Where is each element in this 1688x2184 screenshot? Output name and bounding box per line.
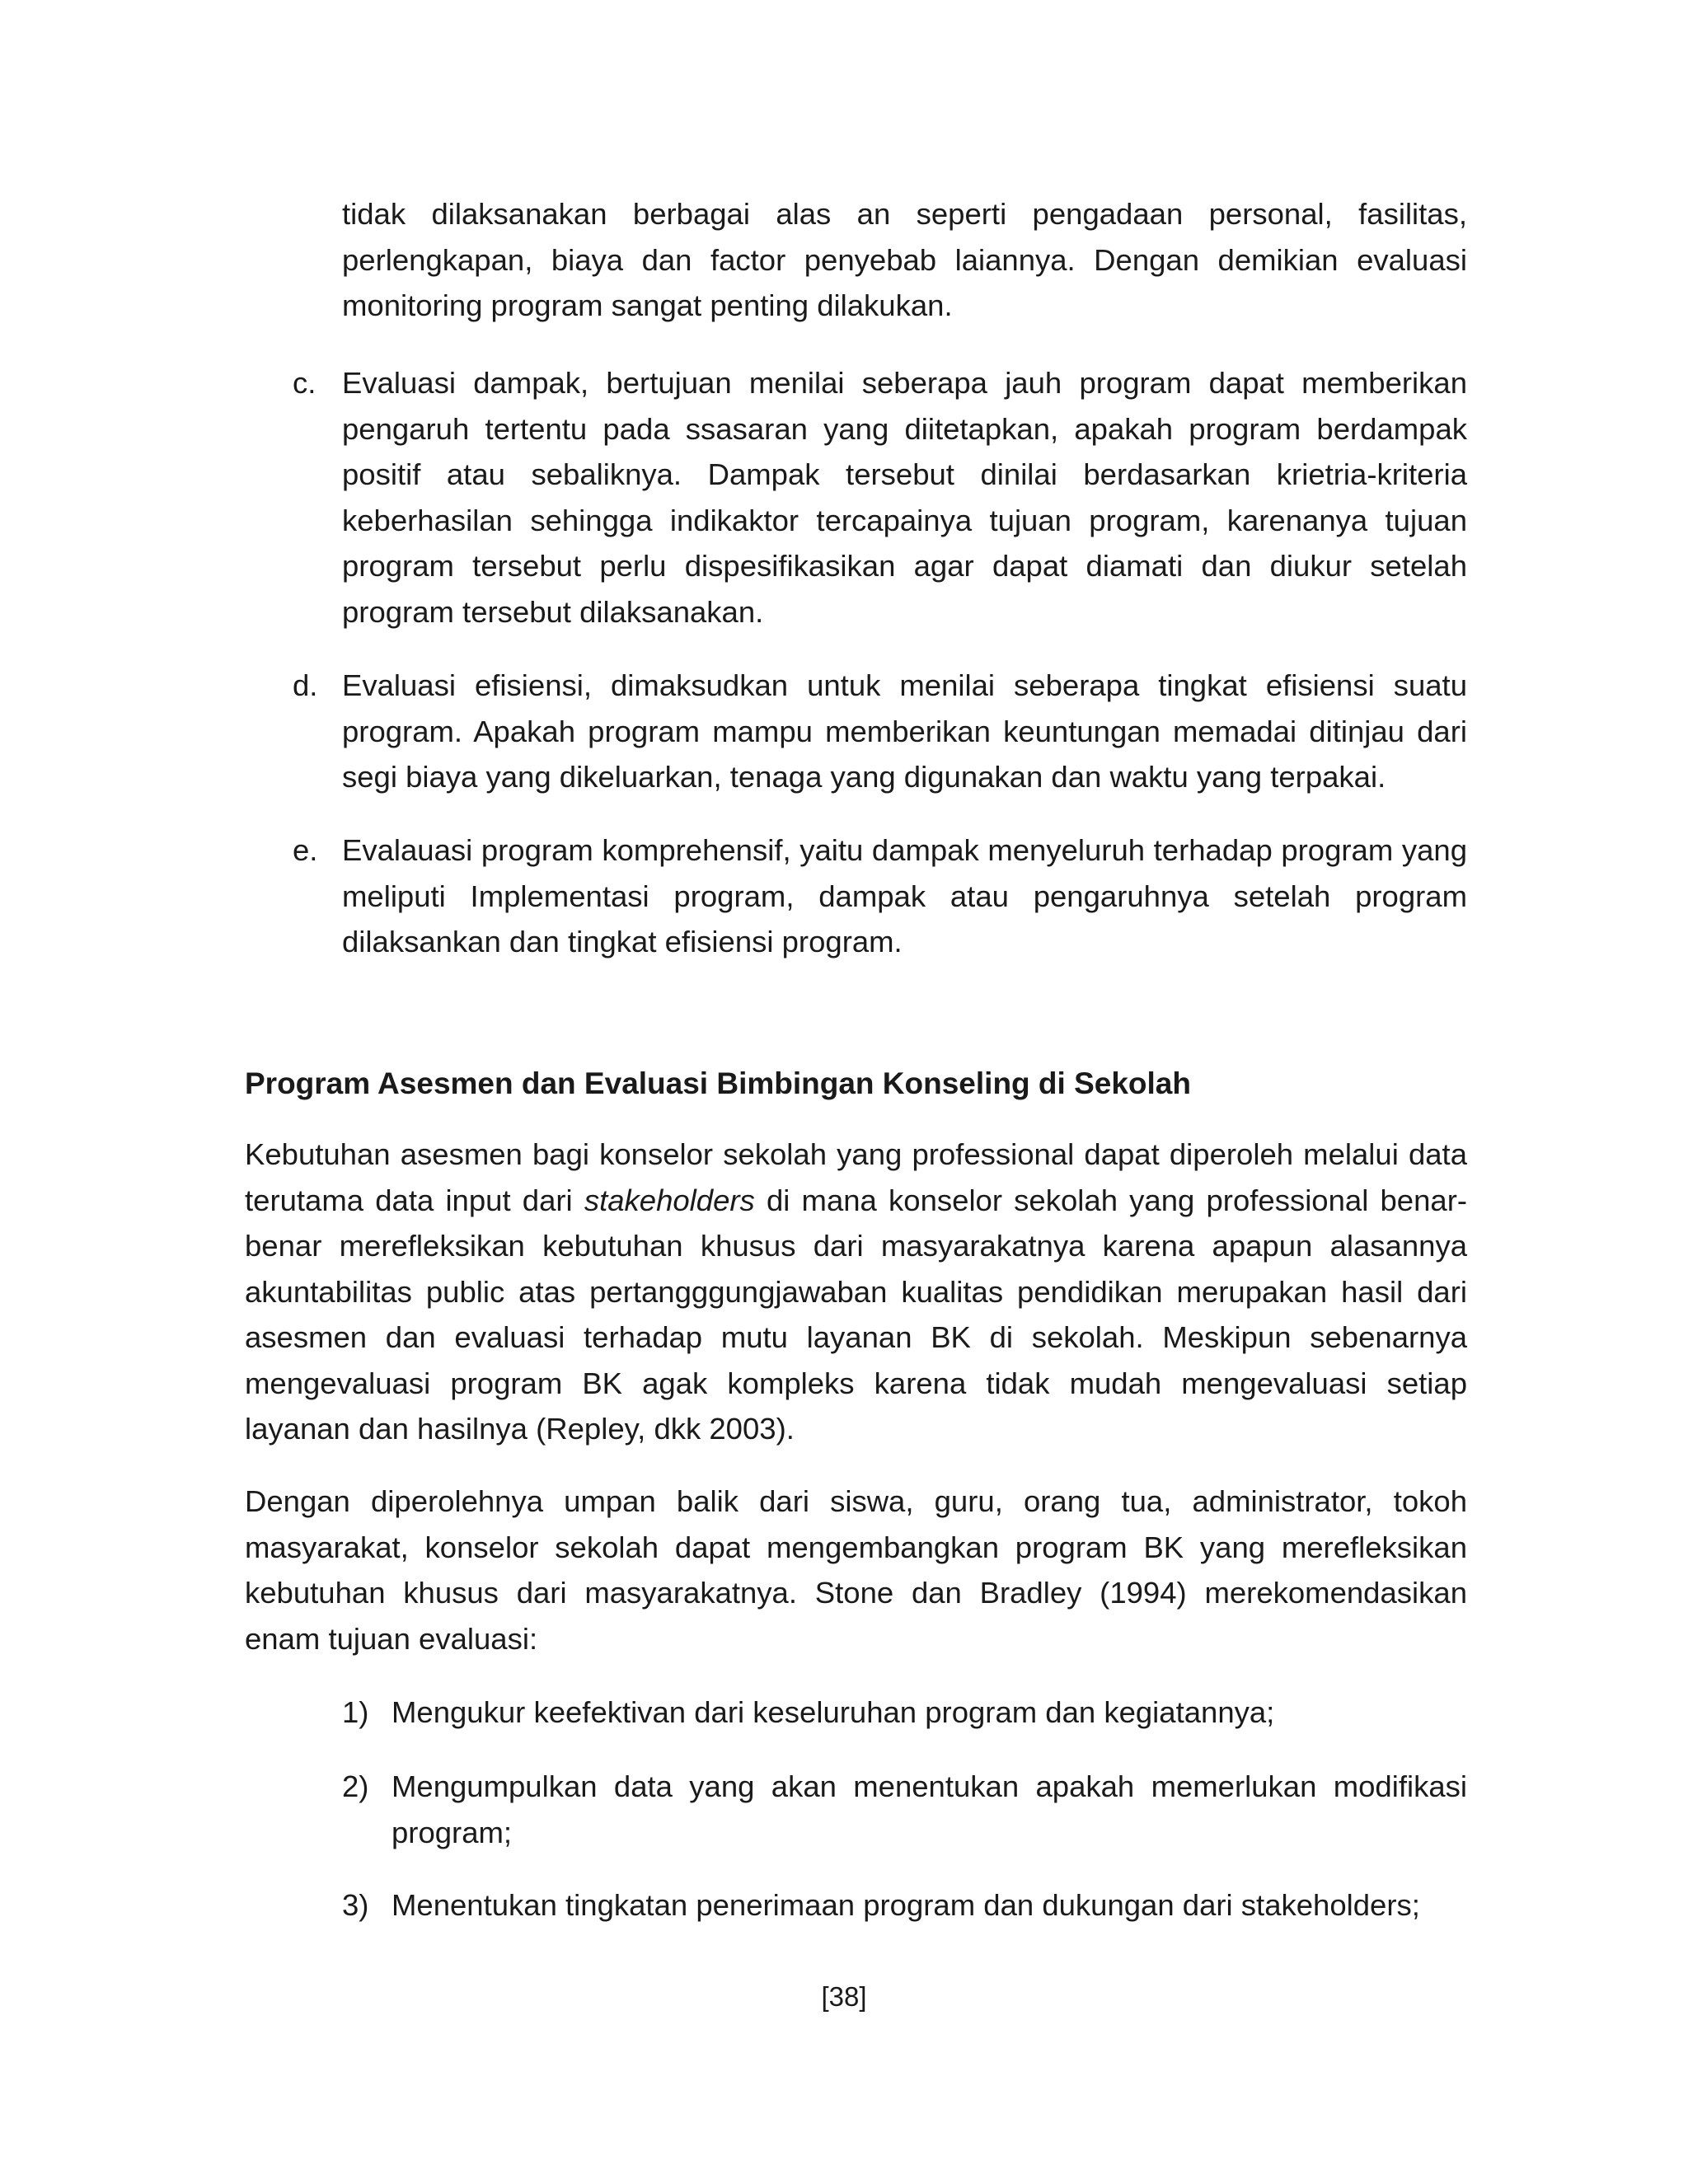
- body-paragraph-1: [245, 1132, 1467, 1452]
- numbered-marker: 2): [342, 1769, 369, 1803]
- paragraph-text-end: di mana konselor sekolah yang professional benar-benar merefleksikan kebutuhan khusus dari masyarakatnya karena apapun alasannya akuntabilitas public atas pertangggungjawaban kualitas pendidikan merupakan hasil dari asesmen dan evaluasi terhadap mutu layanan BK di sekolah. Meskipun sebenarnya mengevaluasi program BK agak kompleks karena tidak mudah mengevaluasi setiap layanan dan hasilnya (Repley, dkk 2003).: [245, 1183, 1468, 1446]
- list-item-e: [293, 827, 1467, 965]
- numbered-item-text: Mengumpulkan data yang akan menentukan apakah memerlukan modifikasi program;: [392, 1769, 1467, 1849]
- italic-term: stakeholders: [584, 1183, 755, 1217]
- numbered-item-3: [342, 1882, 1467, 1929]
- section-heading: Program Asesmen dan Evaluasi Bimbingan Konseling di Sekolah: [245, 1066, 1191, 1100]
- list-item-d: [293, 663, 1467, 800]
- list-item-text: Evaluasi efisiensi, dimaksudkan untuk menilai seberapa tingkat efisiensi suatu program. Apakah program mampu memberikan keuntungan memadai ditinjau dari segi biaya yang dikeluarkan, tenaga yang digunakan dan waktu yang terpakai.: [342, 668, 1467, 794]
- numbered-item-text: Menentukan tingkatan penerimaan program dan dukungan dari stakeholders;: [392, 1888, 1420, 1922]
- list-item-c: [293, 360, 1467, 635]
- continuation-paragraph: tidak dilaksanakan berbagai alas an seperti pengadaan personal, fasilitas, perlengkapan, biaya dan factor penyebab laiannya. Dengan demikian evaluasi monitoring program sangat penting dilakukan.: [342, 197, 1467, 322]
- page-number: [38]: [821, 1981, 867, 2012]
- numbered-marker: 1): [342, 1695, 369, 1729]
- list-marker: d.: [293, 668, 318, 702]
- list-item-text: Evaluasi dampak, bertujuan menilai seberapa jauh program dapat memberikan pengaruh tertentu pada ssasaran yang diitetapkan, apakah program berdampak positif atau sebaliknya. Dampak tersebut dinilai berdasarkan krietria-kriteria keberhasilan sehingga indikaktor tercapainya tujuan program, karenanya tujuan program tersebut perlu dispesifikasikan agar dapat diamati dan diukur setelah program tersebut dilaksanakan.: [342, 366, 1467, 629]
- body-paragraph-2: Dengan diperolehnya umpan balik dari siswa, guru, orang tua, administrator, tokoh masyarakat, konselor sekolah dapat mengembangkan program BK yang merefleksikan kebutuhan khusus dari masyarakatnya. Stone dan Bradley (1994) merekomendasikan enam tujuan evaluasi:: [245, 1484, 1467, 1656]
- list-marker: c.: [293, 366, 316, 400]
- list-marker: e.: [293, 833, 318, 867]
- list-item-text: Evalauasi program komprehensif, yaitu dampak menyeluruh terhadap program yang meliputi Implementasi program, dampak atau pengaruhnya setelah program dilaksankan dan tingkat efisiensi program.: [342, 833, 1467, 958]
- numbered-marker: 3): [342, 1888, 369, 1922]
- numbered-item-2: [342, 1764, 1467, 1855]
- numbered-item-1: [342, 1690, 1467, 1736]
- paragraph-text-start: Kebutuhan asesmen bagi konselor sekolah yang professional dapat diperoleh melalui data terutama data input dari: [245, 1137, 1467, 1217]
- numbered-item-text: Mengukur keefektivan dari keseluruhan program dan kegiatannya;: [392, 1695, 1275, 1729]
